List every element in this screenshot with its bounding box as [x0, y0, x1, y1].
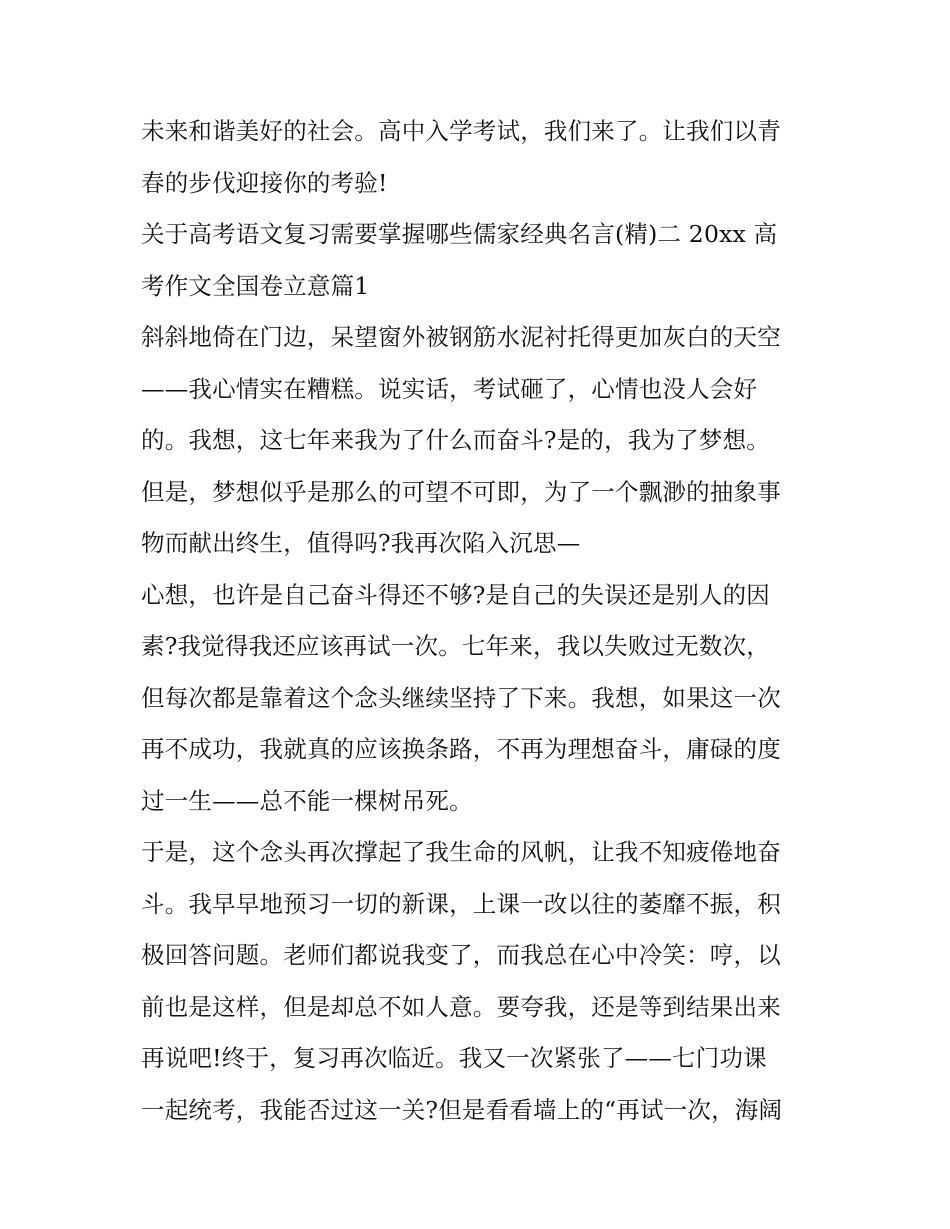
section-heading-line: 考作文全国卷立意篇1: [141, 271, 370, 300]
text-line: 素?我觉得我还应该再试一次。七年来，我以失败过无数次，: [141, 632, 770, 660]
text-line: 一起统考，我能否过这一关?但是看看墙上的“再试一次，海阔: [141, 1095, 783, 1124]
text-line: 斜斜地倚在门边，呆望窗外被钢筋水泥衬托得更加灰白的天空: [141, 323, 781, 351]
text-line: 极回答问题。老师们都说我变了，而我总在心中冷笑：哼，以: [141, 941, 781, 969]
text-line: 心想，也许是自己奋斗得还不够?是自己的失误还是别人的因: [141, 580, 770, 609]
text-line: 物而献出终生，值得吗?我再次陷入沉思—: [141, 529, 581, 557]
text-line: 但是，梦想似乎是那么的可望不可即，为了一个飘渺的抽象事: [141, 477, 781, 506]
text-line: 过一生——总不能一棵树吊死。: [141, 786, 473, 815]
text-line: 于是，这个念头再次撑起了我生命的风帆，让我不知疲倦地奋: [141, 838, 781, 866]
section-heading-line: 关于高考语文复习需要掌握哪些儒家经典名言(精)二 20xx 高: [141, 220, 778, 248]
text-line: 斗。我早早地预习一切的新课，上课一改以往的萎靡不振，积: [141, 889, 781, 918]
text-line: 未来和谐美好的社会。高中入学考试，我们来了。让我们以青: [141, 117, 781, 145]
text-line: 前也是这样，但是却总不如人意。要夸我，还是等到结果出来: [141, 992, 781, 1021]
text-line: ——我心情实在糟糕。说实话，考试砸了，心情也没人会好: [141, 374, 758, 403]
text-line: 的。我想，这七年来我为了什么而奋斗?是的，我为了梦想。: [141, 426, 770, 454]
text-line: 再说吧!终于，复习再次临近。我又一次紧张了——七门功课: [141, 1044, 767, 1072]
text-line: 但每次都是靠着这个念头继续坚持了下来。我想，如果这一次: [141, 683, 781, 712]
text-line: 春的步伐迎接你的考验!: [141, 168, 388, 197]
text-line: 再不成功，我就真的应该换条路，不再为理想奋斗，庸碌的度: [141, 735, 781, 763]
document-body: [141, 106, 821, 1136]
